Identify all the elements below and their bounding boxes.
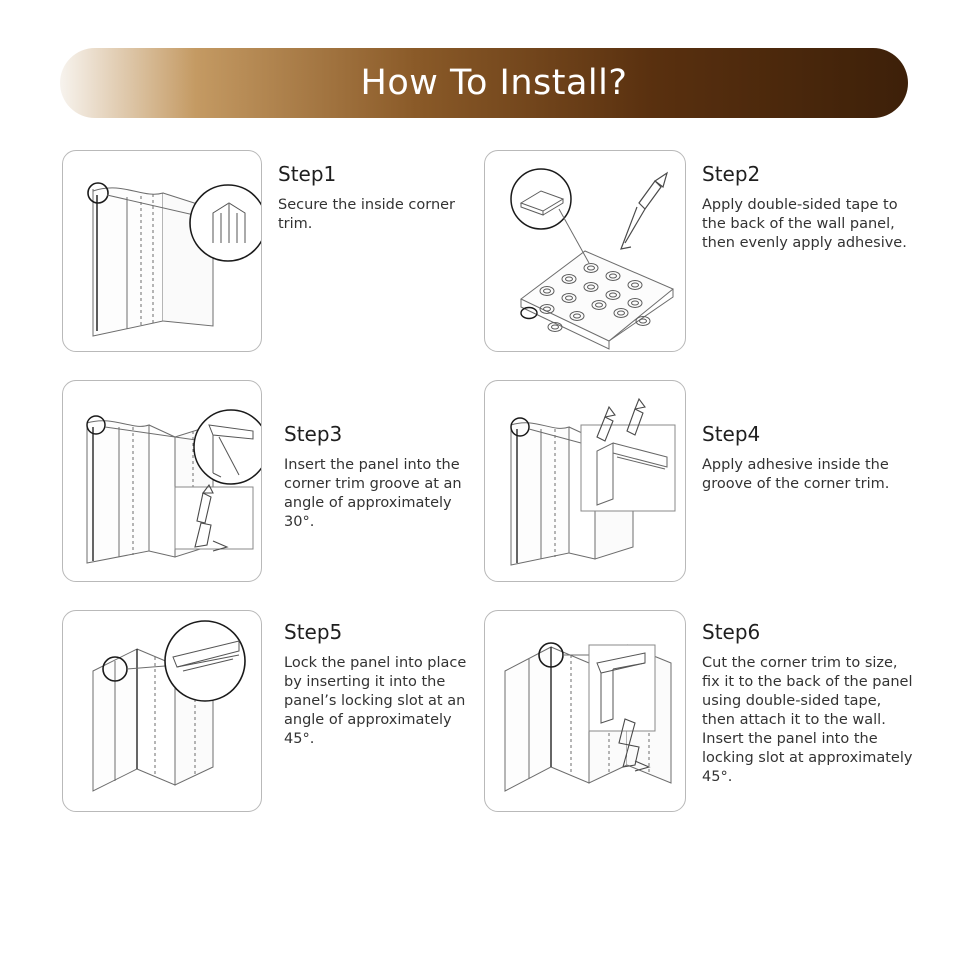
step1-texts [262, 150, 472, 234]
step6-illustration [484, 610, 686, 812]
step6-title: Step6 [702, 620, 761, 644]
step4-description: Apply adhesive inside the groove of the corner trim. [702, 457, 890, 492]
step4-title: Step4 [702, 422, 761, 446]
step6-texts [686, 610, 917, 787]
steps-grid [0, 150, 960, 840]
step4-illustration [484, 380, 686, 582]
step2-description: Apply double-sided tape to the back of the wall panel, then evenly apply adhesive. [702, 197, 907, 251]
step3-title: Step3 [284, 422, 343, 446]
step-card-5 [0, 610, 472, 812]
step5-illustration [62, 610, 262, 812]
page-title: How To Install? [360, 63, 628, 103]
step5-title: Step5 [284, 620, 343, 644]
step5-description: Lock the panel into place by inserting it into the panel’s locking slot at an angle of approximately 45°. [284, 655, 467, 747]
step3-texts [262, 380, 472, 532]
header-banner [60, 48, 908, 118]
step1-description: Secure the inside corner trim. [278, 197, 456, 232]
step-card-1 [0, 150, 472, 352]
step2-texts [686, 150, 917, 253]
step5-texts [262, 610, 472, 749]
step-card-6 [472, 610, 960, 812]
step1-illustration [62, 150, 262, 352]
steps-row [0, 380, 960, 582]
step2-illustration [484, 150, 686, 352]
step1-title: Step1 [278, 162, 337, 186]
step3-description: Insert the panel into the corner trim groove at an angle of approximately 30°. [284, 457, 462, 530]
steps-row [0, 610, 960, 812]
step-card-2 [472, 150, 960, 352]
step-card-4 [472, 380, 960, 582]
step6-description: Cut the corner trim to size, fix it to the back of the panel using double-sided tape, then attach it to the wall. Insert the panel into the locking slot at approximately 45°. [702, 655, 913, 785]
steps-row [0, 150, 960, 352]
step3-illustration [62, 380, 262, 582]
step2-title: Step2 [702, 162, 761, 186]
step-card-3 [0, 380, 472, 582]
step4-texts [686, 380, 917, 494]
